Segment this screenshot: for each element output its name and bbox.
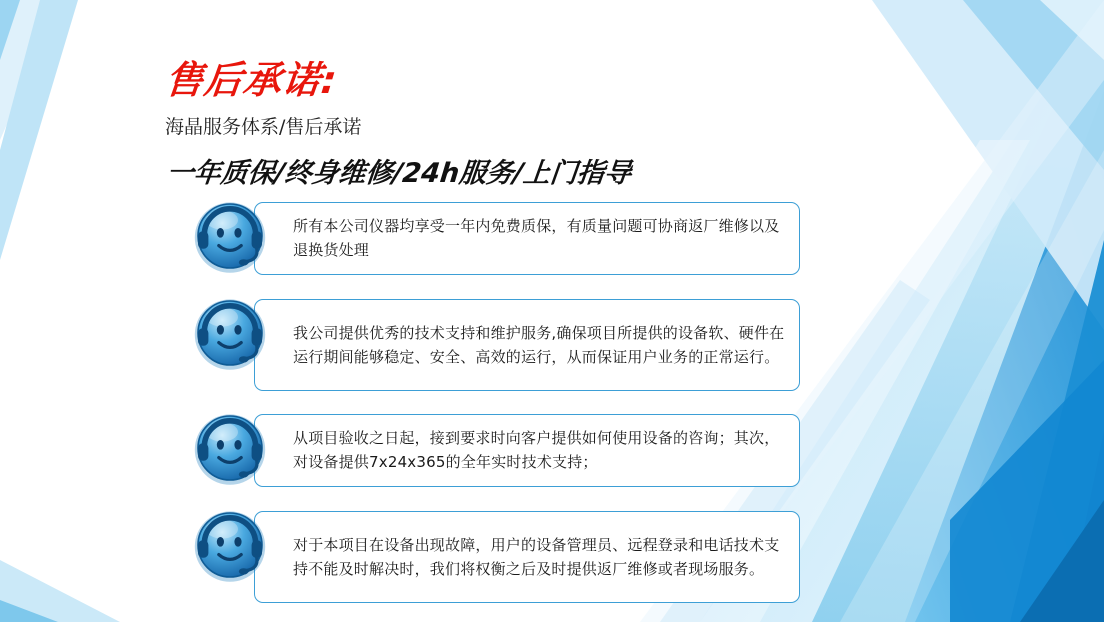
breadcrumb: 海晶服务体系/售后承诺	[165, 115, 362, 138]
list-item	[190, 196, 800, 276]
headset-smiley-icon	[190, 505, 270, 585]
list-item-text: 对于本项目在设备出现故障，用户的设备管理员、远程登录和电话技术支持不能及时解决时，我们将权衡之后及时提供返厂维修或者现场服务。	[293, 535, 780, 578]
item-bubble	[254, 511, 800, 603]
item-bubble	[254, 414, 800, 487]
list-item	[190, 408, 800, 488]
page-title: 售后承诺:	[162, 58, 340, 102]
list-item-text: 所有本公司仪器均享受一年内免费质保，有质量问题可协商返厂维修以及退换货处理	[293, 217, 780, 260]
list-item-text: 从项目验收之日起，接到要求时向客户提供如何使用设备的咨询；其次，对设备提供7x24x365的全年实时技术支持；	[293, 429, 780, 472]
list-item	[190, 293, 800, 391]
list-item-text: 我公司提供优秀的技术支持和维护服务,确保项目所提供的设备软、硬件在运行期间能够稳定、安全、高效的运行，从而保证用户业务的正常运行。	[293, 323, 785, 366]
headset-smiley-icon	[190, 293, 270, 373]
title-block	[163, 60, 863, 190]
item-bubble	[254, 299, 800, 391]
promise-list	[190, 196, 800, 620]
item-bubble	[254, 202, 800, 275]
headset-smiley-icon	[190, 408, 270, 488]
list-item	[190, 505, 800, 603]
headset-smiley-icon	[190, 196, 270, 276]
headline: 一年质保/终身维修/24h服务/上门指导	[165, 157, 633, 189]
